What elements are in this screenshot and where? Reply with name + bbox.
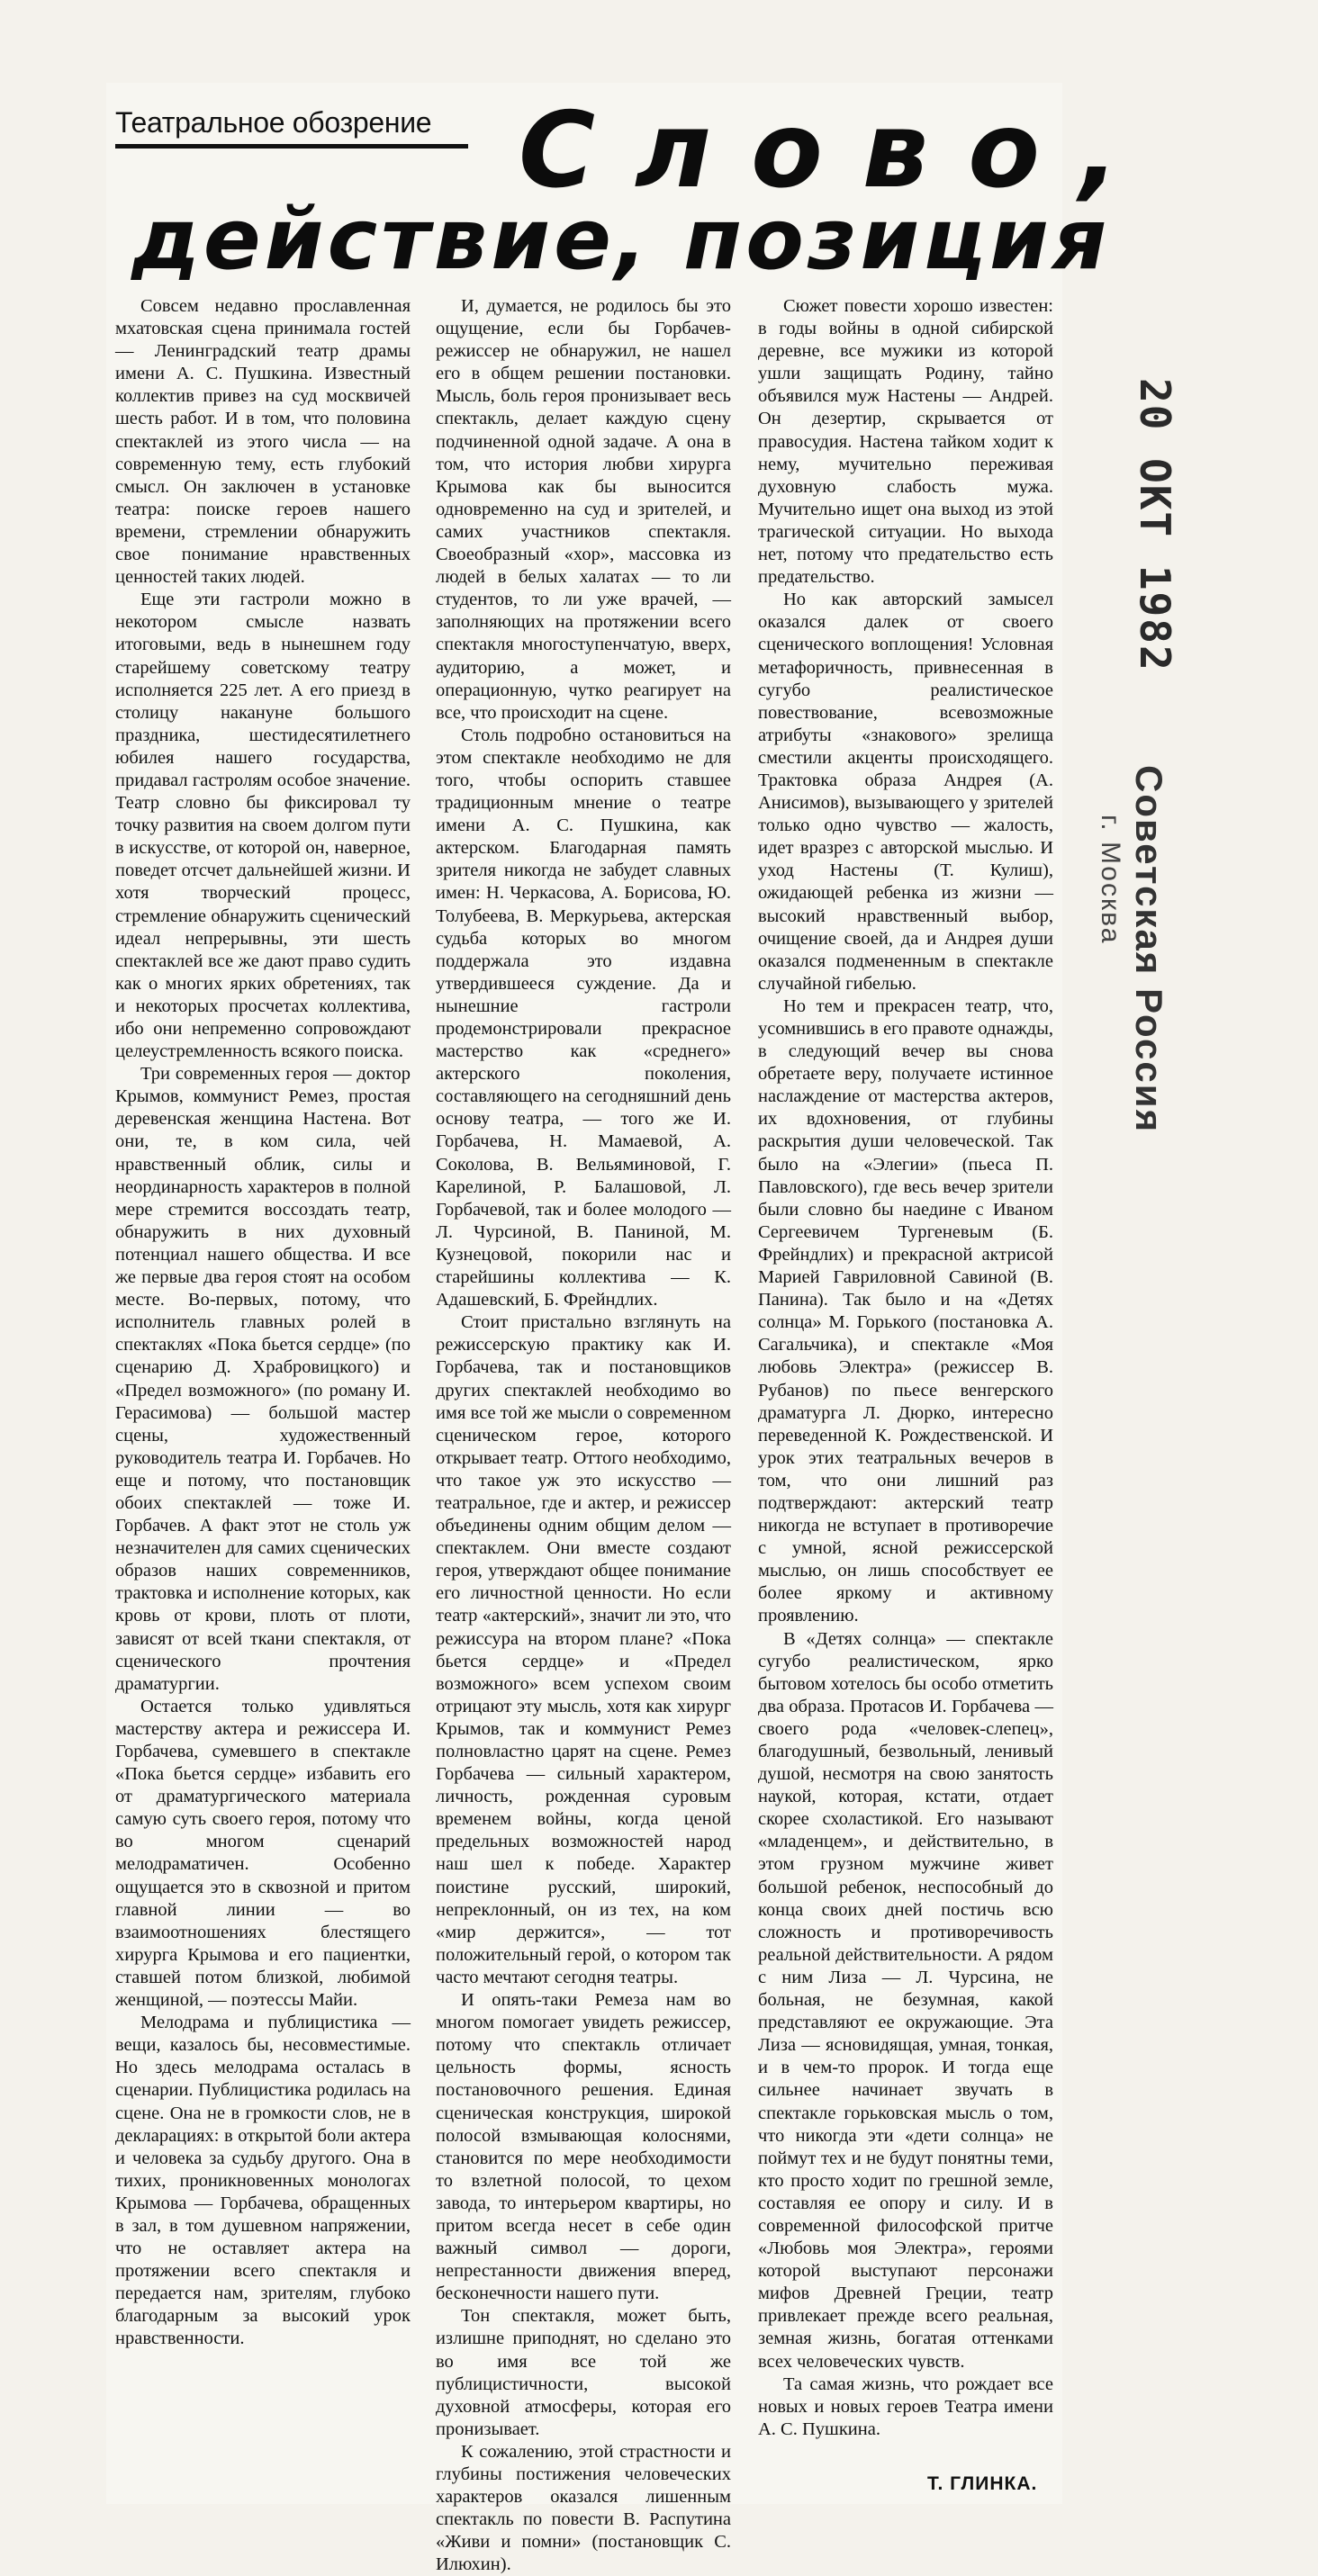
text-column-1: [115, 295, 411, 2351]
paragraph: Та самая жизнь, что рождает все новых и новых героев Театра имени А. С. Пушкина.: [758, 2373, 1053, 2439]
paragraph: И опять-таки Ремеза нам во многом помогает увидеть режиссер, потому что спектакль отличает цельность формы, ясность постановочного решения. Единая сценическая конструкция, широкой полосой взмывающая колоснями, становится по мере необходимости то взлетной полосой, то цехом завода, то интерьером квартиры, но притом всегда несет в себе один важный символ — дороги, непрестанности движения вперед, бесконечности нашего пути.: [436, 1990, 731, 2304]
text-column-2: [436, 295, 731, 2576]
paragraph: К сожалению, этой страстности и глубины постижения человеческих характеров оказался лишенным спектакль по повести В. Распутина «Живи и помни» (постановщик С. Илюхин).: [436, 2441, 731, 2575]
paragraph: Мелодрама и публицистика — вещи, казалось бы, несовместимые. Но здесь мелодрама осталась в сценарии. Публицистика родилась на сцене. Она не в громкости слов, не в декларациях: в открытой боли актера и человека за судьбу другого. Она в тихих, проникновенных монологах Крымова — Горбачева, обращенных в зал, в том душевном напряжении, что не оставляет актера на протяжении всего спектакля и передается нам, зрителям, глубоко благодарным за высокий урок нравственности.: [115, 2013, 411, 2349]
paragraph: Но тем и прекрасен театр, что, усомнившись в его правоте однажды, в следующий вечер вы снова обретаете веру, получаете истинное наслаждение от мастерства актеров, их вдохновения, от глубины раскрытия души человеческой. Так было на «Элегии» (пьеса П. Павловского), где весь вечер зрители были словно бы наедине с Иваном Сергеевичем Тургеневым (Б. Фрейндлих) и прекрасной актрисой Марией Гавриловной Савиной (В. Панина). Так было и на «Детях солнца» М. Горького (постановка А. Сагальчика), и спектакле «Моя любовь Электра» (режиссер В. Рубанов) по пьесе венгерского драматурга Л. Дюрко, интересно переведенной К. Рождественской. И урок этих театральных вечеров в том, что они лишний раз подтверждают: актерский театр никогда не вступает в противоречие с умной, ясной режиссерской мыслью, он лишь способствует ее более яркому и активному проявлению.: [758, 995, 1053, 1626]
rubric-underline: [115, 144, 468, 149]
paragraph: Сюжет повести хорошо известен: в годы войны в одной сибирской деревне, все мужики из которой ушли защищать Родину, тайно объявился муж Настены — Андрей. Он дезертир, скрывается от правосудия. Настена тайком ходит к нему, мучительно переживая духовную слабость мужа. Мучительно ищет она выход из этой трагической ситуации. Но выхода нет, потому что предательство есть предательство.: [758, 296, 1053, 588]
paragraph: В «Детях солнца» — спектакле сугубо реалистическом, ярко бытовом хотелось бы особо отметить два образа. Протасов И. Горбачева — своего рода «человек-слепец», благодушный, безвольный, ленивый душой, несмотря на свою занятость наукой, которая, кстати, отдает скорее схоластикой. Его называют «младенцем», и действительно, в этом грузном мужчине живет большой ребенок, неспособный до конца своих дней постичь всю сложность и противоречивость реальной действительности. А рядом с ним Лиза — Л. Чурсина, не больная, не безумная, какой представляют ее окружающие. Эта Лиза — ясновидящая, умная, тонкая, и в чем-то пророк. И тогда еще сильнее начинает звучать в спектакле горьковская мысль о том, что никогда эти «дети солнца» не поймут тех и не будут понятны теми, кто просто ходит по грешной земле, составляя ее опору и силу. И в современной философской притче «Любовь моя Электра», героями которой выступают персонажи мифов Древней Греции, театр привлекает прежде всего реальная, земная жизнь, богатая оттенками всех человеческих чувств.: [758, 1628, 1053, 2372]
newspaper-name-stamp: Советская Россия: [1128, 765, 1170, 1134]
paragraph: Но как авторский замысел оказался далек от своего сценического воплощения! Условная метафоричность, привнесенная в сугубо реалистическое повествование, всевозможные атрибуты «знакового» зрелища сместили акценты происходящего. Трактовка образа Андрея (А. Анисимов), вызывающего у зрителей только одно чувство — жалость, идет вразрез с авторской мыслью. И уход Настены (Т. Кулиш), ожидающей ребенка из жизни — высокий нравственный выбор, очищение своей, да и Андрея души оказался подмененным в спектакле случайной гибелью.: [758, 590, 1053, 994]
text-column-3: [758, 295, 1053, 2441]
section-rubric: Театральное обозрение: [115, 106, 432, 139]
headline-line-1: Слово,: [519, 90, 1159, 212]
paragraph: И, думается, не родилось бы это ощущение, если бы Горбачев-режиссер не обнаружил, не нашел его в общем решении постановки. Мысль, боль героя пронизывает весь спектакль, делает каждую сцену подчиненной одной задаче. А она в том, что история любви хирурга Крымова как бы выносится одновременно на суд и зрителей, и самих участников спектакля. Своеобразный «хор», массовка из людей в белых халатах — то ли студентов, то ли уже врачей, — заполняющих на протяжении всего спектакля многоступенчатую, вверх, аудиторию, а может, и операционную, чутко реагирует на все, что происходит на сцене.: [436, 296, 731, 723]
paragraph: Остается только удивляться мастерству актера и режиссера И. Горбачева, сумевшего в спектакле «Пока бьется сердце» избавить его от драматургического материала самую суть своего героя, потому что во многом сценарий мелодраматичен. Особенно ощущается это в сквозной и притом главной линии — во взаимоотношениях блестящего хирурга Крымова и его пациентки, ставшей потом близкой, любимой женщиной, — поэтессы Майи.: [115, 1696, 411, 2011]
paragraph: Стоит пристально взглянуть на режиссерскую практику как И. Горбачева, так и постановщиков других спектаклей необходимо во имя все той же мысли о современном сценическом герое, которого открывает театр. Оттого необходимо, что такое уж это искусство — театральное, где и актер, и режиссер объединены одним общим делом — спектаклем. Они вместе создают героя, утверждают общее понимание его личностной ценности. Но если театр «актерский», значит ли это, что режиссура на втором плане? «Пока бьется сердце» и «Предел возможного» всем успехом своим отрицают эту мысль, хотя как хирург Крымов, так и коммунист Ремез полновластно царят на сцене. Ремез Горбачева — сильный характером, личность, рожденная суровым временем войны, когда ценой предельных возможностей народ наш шел к победе. Характер поистине русский, широкий, непреклонный, он из тех, на ком «мир держится», — тот положительный герой, о котором так часто мечтают сегодня театры.: [436, 1312, 731, 1987]
paragraph: Совсем недавно прославленная мхатовская сцена принимала гостей — Ленинградский театр драмы имени А. С. Пушкина. Известный коллектив привез на суд москвичей шесть работ. И в том, что половина спектаклей из этого числа — на современную тему, есть глубокий смысл. Он заключен в установке театра: поиске героев нашего времени, стремлении обнаружить свое понимание нравственных ценностей таких людей.: [115, 296, 411, 588]
city-stamp: г. Москва: [1096, 815, 1125, 945]
paragraph: Еще эти гастроли можно в некотором смысле назвать итоговыми, ведь в нынешнем году старейшему советскому театру исполняется 225 лет. А его приезд в столицу накануне большого праздника, шестидесятилетнего юбилея нашего государства, придавал гастролям особое значение. Театр словно бы фиксировал ту точку развития на своем долгом пути в искусстве, от которой он, наверное, поведет отсчет дальнейшей жизни. И хотя творческий процесс, стремление обнаружить сценический идеал непрерывны, эти шесть спектаклей все же дают право судить как о многих ярких обретениях, так и некоторых просчетах коллектива, ибо они непременно сопровождают целеустремленность всякого поиска.: [115, 590, 411, 1062]
author-signature: Т. ГЛИНКА.: [927, 2473, 1038, 2494]
archive-date-stamp: 20 ОКТ 1982: [1131, 378, 1179, 672]
paragraph: Тон спектакля, может быть, излишне приподнят, но сделано это во имя все той же публицистичности, высокой духовной атмосферы, которая его пронизывает.: [436, 2306, 731, 2439]
headline-line-2: действие, позиция: [131, 191, 1111, 289]
paragraph: Три современных героя — доктор Крымов, коммунист Ремез, простая деревенская женщина Настена. Вот они, те, в ком сила, чей нравственный облик, силы и неординарность характеров в полной мере стремится воссоздать театр, обнаружить в них духовный потенциал нашего общества. И все же первые два героя стоят на особом месте. Во-первых, потому, что исполнитель главных ролей в спектаклях «Пока бьется сердце» (по сценарию Д. Храбровицкого) и «Предел возможного» (по роману И. Герасимова) — большой мастер сцены, художественный руководитель театра И. Горбачев. Но еще и потому, что постановщик обоих спектаклей — тоже И. Горбачев. А факт этот не столь уж незначителен для самих сценических образов наших современников, трактовка и исполнение которых, как кровь от крови, плоть от плоти, зависят от всей ткани спектакля, от сценического прочтения драматургии.: [115, 1064, 411, 1694]
paragraph: Столь подробно остановиться на этом спектакле необходимо не для того, чтобы оспорить ставшее традиционным мнение о театре имени А. С. Пушкина, как актерском. Благодарная память зрителя никогда не забудет славных имен: Н. Черкасова, А. Борисова, Ю. Толубеева, В. Меркурьева, актерская судьба которых во многом поддержала это издавна утвердившееся суждение. Да и нынешние гастроли продемонстрировали прекрасное мастерство как «среднего» актерского поколения, составляющего на сегодняшний день основу театра, — того же И. Горбачева, Н. Мамаевой, А. Соколова, В. Вельяминовой, Г. Карелиной, Р. Балашовой, Л. Горбачевой, так и более молодого — Л. Чурсиной, В. Паниной, М. Кузнецовой, покорили нас и старейшины коллектива — К. Адашевский, Б. Фрейндлих.: [436, 725, 731, 1311]
